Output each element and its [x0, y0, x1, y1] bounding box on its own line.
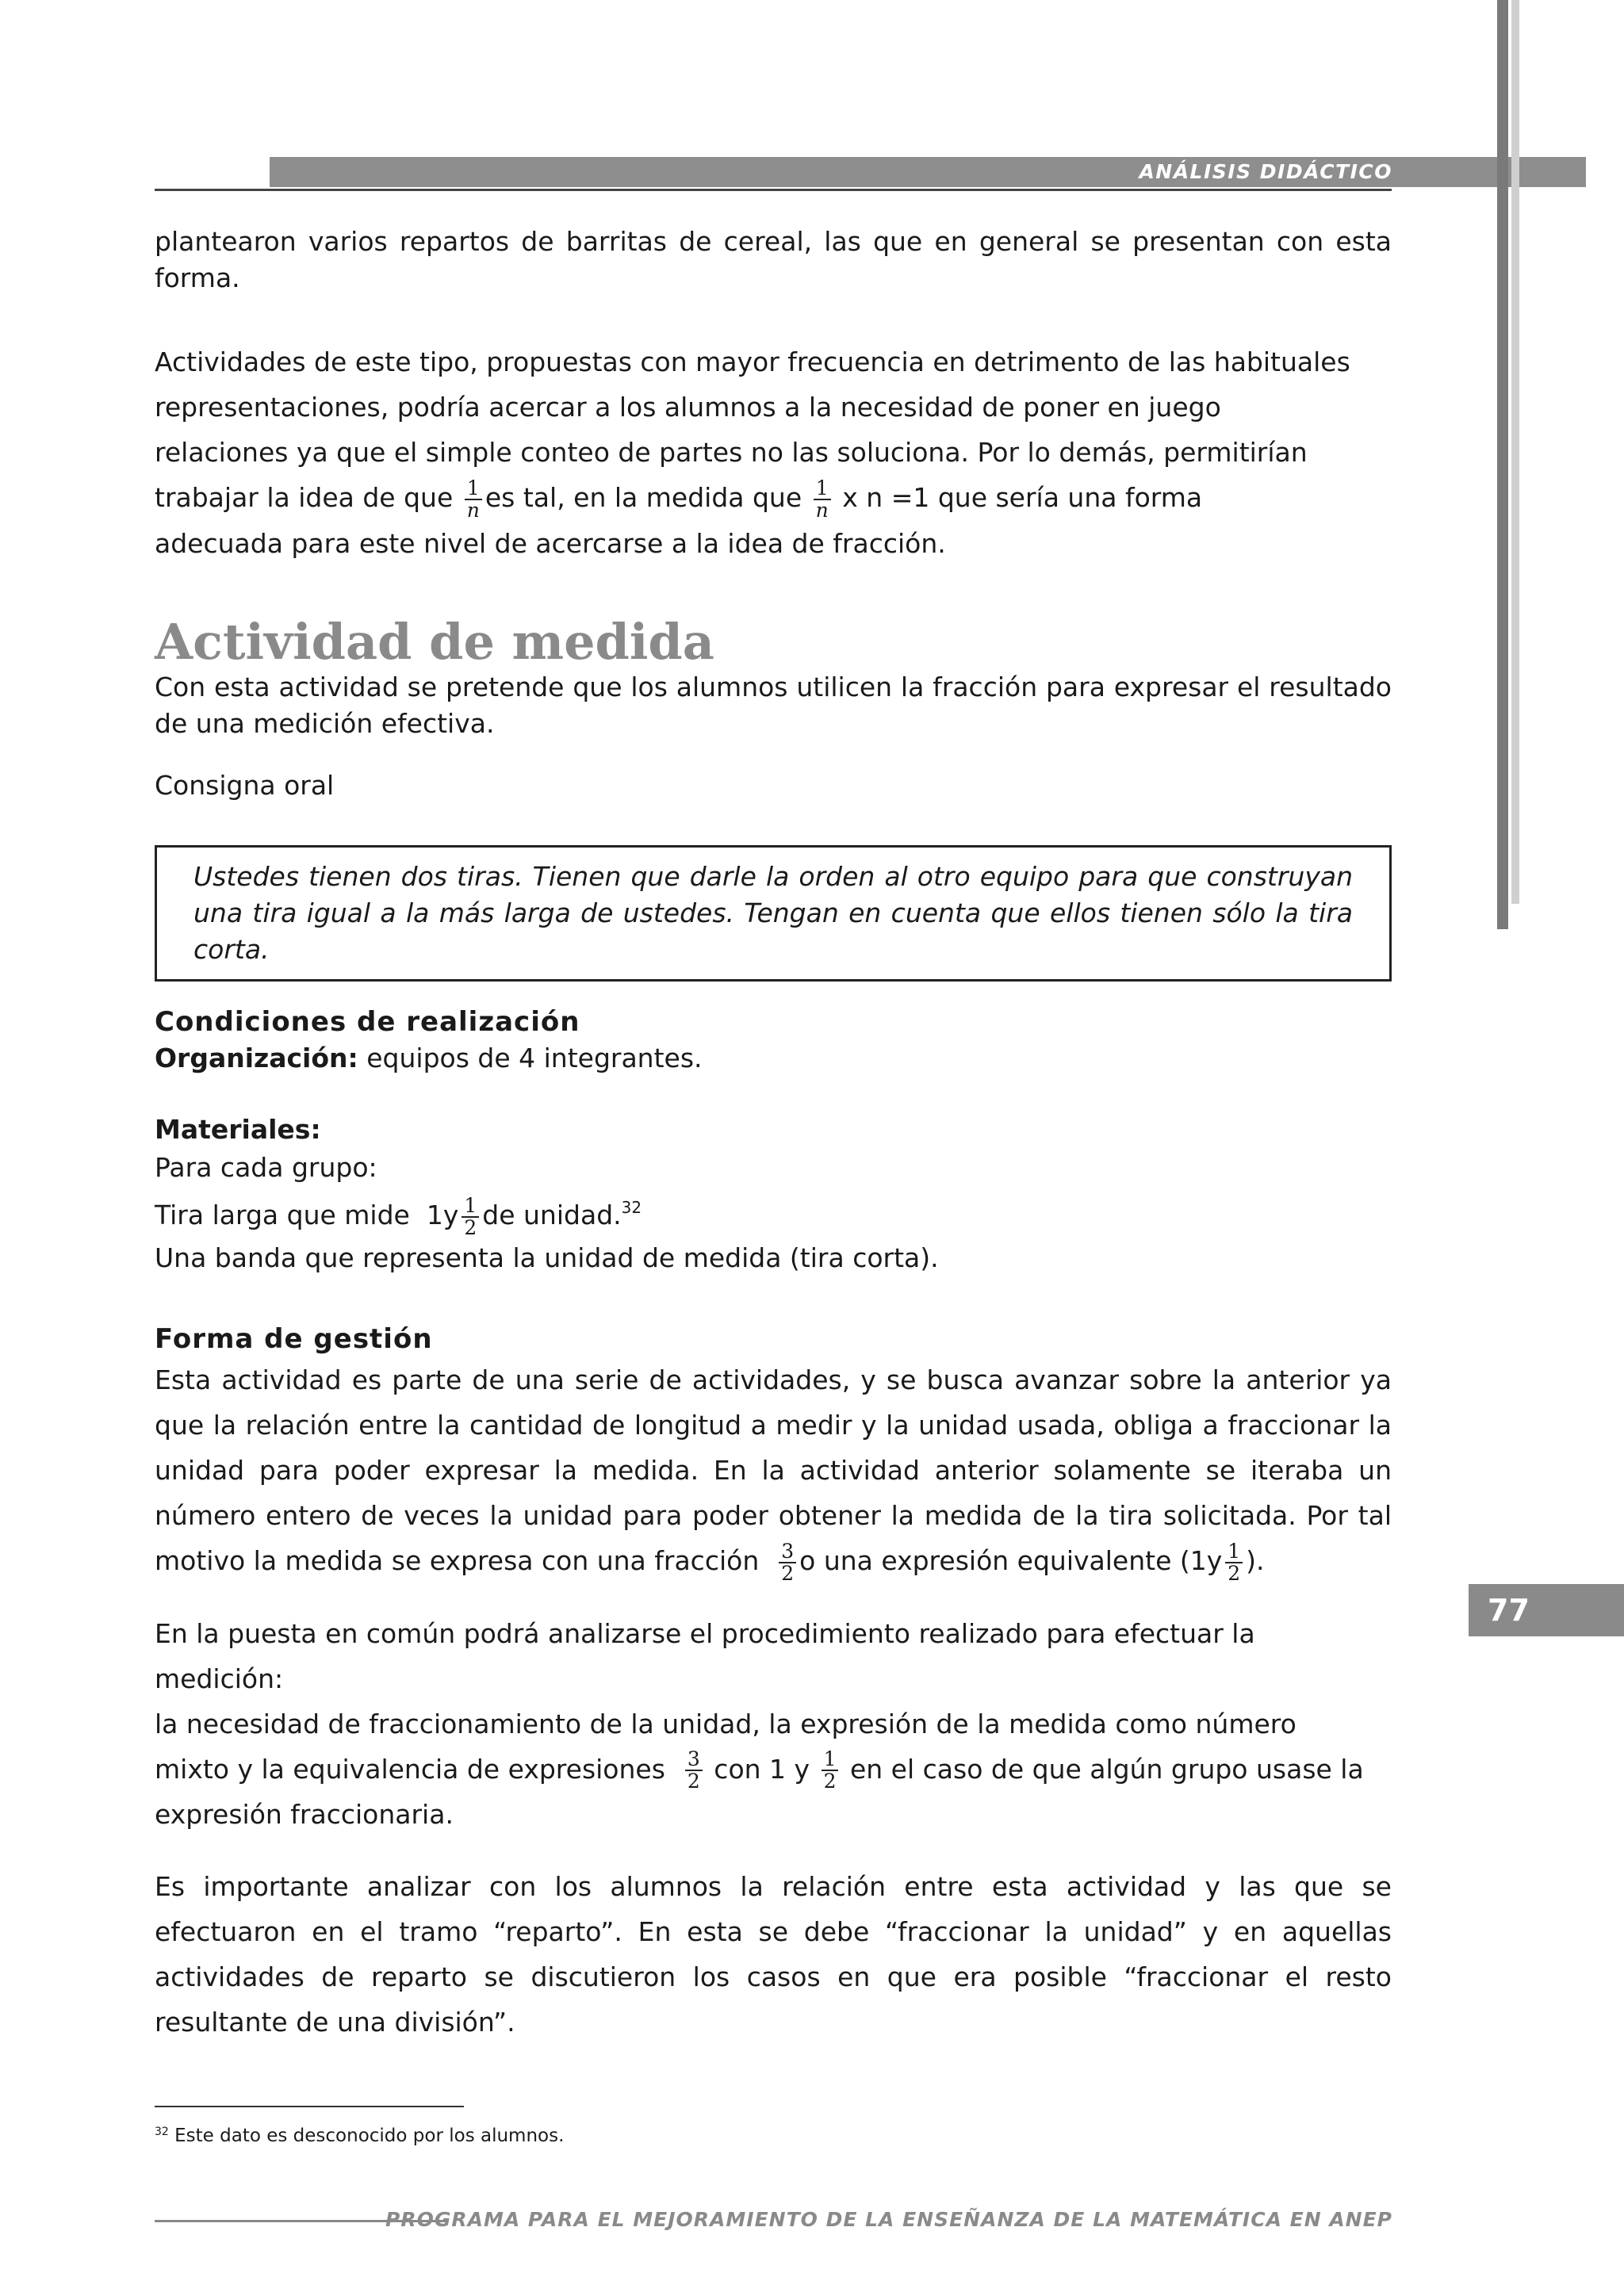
- consigna-label: Consigna oral: [155, 770, 335, 801]
- section-title: Actividad de medida: [155, 613, 714, 671]
- p2-line-4c: x n =1 que sería una forma: [842, 482, 1203, 513]
- running-footer: PROGRAMA PARA EL MEJORAMIENTO DE LA ENSEÑANZA DE LA MATEMÁTICA EN ANEP: [385, 2208, 1392, 2231]
- fraction-1-over-n: $\frac{1}{n}$: [465, 478, 482, 521]
- page-number: 77: [1469, 1584, 1624, 1636]
- running-header: ANÁLISIS DIDÁCTICO: [1139, 160, 1392, 183]
- organizacion-label: Organización:: [155, 1043, 358, 1073]
- materiales-line-2: Tira larga que mide 1y $\frac{1}{2}$ de unidad.$^{32}$: [155, 1193, 642, 1239]
- footnote-text: Este dato es desconocido por los alumnos.: [174, 2126, 565, 2146]
- intro-block: [155, 224, 1392, 297]
- p2-line-4a: trabajar la idea de que: [155, 482, 454, 513]
- p2-line-5: adecuada para este nivel de acercarse a la idea de fracción.: [155, 527, 946, 559]
- materiales-block: [155, 1112, 1392, 1276]
- paragraph-2: [155, 339, 1392, 566]
- p2-line-2: representaciones, podría acercar a los alumnos a la necesidad de poner en juego: [155, 392, 1221, 423]
- section-intro: Con esta actividad se pretende que los alumnos utilicen la fracción para expresar el resultado de una medición efectiva.: [155, 672, 1392, 739]
- gestion-block: [155, 1321, 1392, 2045]
- footnote-ref: 32: [621, 1198, 642, 1217]
- fraction-1-over-n-2: $\frac{1}{n}$: [814, 478, 831, 521]
- consigna-box-wrap: [155, 845, 1392, 982]
- condiciones-block: [155, 1004, 1392, 1077]
- header-rule: [155, 189, 1392, 191]
- organizacion-text: equipos de 4 integrantes.: [366, 1043, 703, 1073]
- materiales-line-1: Para cada grupo:: [155, 1152, 377, 1183]
- p2-line-1: Actividades de este tipo, propuestas con mayor frecuencia en detrimento de las habituales: [155, 346, 1350, 377]
- materiales-line-3: Una banda que representa la unidad de medida (tira corta).: [155, 1242, 939, 1273]
- paragraph-1: plantearon varios repartos de barritas de cereal, las que en general se presentan con esta forma.: [155, 226, 1392, 293]
- gestion-heading: Forma de gestión: [155, 1323, 433, 1355]
- gestion-paragraph-2: En la puesta en común podrá analizarse el procedimiento realizado para efectuar la medición: la necesidad de fraccionamiento de la unidad, la expresión de la medida como número mixto y la equivalencia de expresiones $\frac{3}{2}$ con 1 y $\frac{1}{2}$ en el caso de que algún grupo usase la expresión fraccionaria.: [155, 1617, 1364, 1830]
- fraction-1-over-2-b: $\frac{1}{2}$: [1225, 1541, 1243, 1584]
- p2-line-3: relaciones ya que el simple conteo de partes no las soluciona. Por lo demás, permitirían: [155, 437, 1308, 468]
- materiales-heading: Materiales:: [155, 1114, 321, 1145]
- footnote: [155, 2120, 564, 2148]
- margin-bar-light: [1511, 0, 1519, 904]
- p2-line-4b: es tal, en la medida que: [485, 482, 802, 513]
- footnote-number: 32: [155, 2126, 169, 2138]
- fraction-3-over-2-b: $\frac{3}{2}$: [685, 1749, 703, 1792]
- gestion-paragraph-1: Esta actividad es parte de una serie de actividades, y se busca avanzar sobre la anterior ya que la relación entre la cantidad de longitud a medir y la unidad usada, obliga a fraccionar la unidad para poder expresar la medida. En la actividad anterior solamente se iteraba un número entero de veces la unidad para poder obtener la medida de la tira solicitada. Por tal motivo la medida se expresa con una fracción $\frac{3}{2}$ o una expresión equivalente (1y $\frac{1}{2}$ ).: [155, 1364, 1392, 1585]
- gestion-paragraph-3: Es importante analizar con los alumnos la relación entre esta actividad y las que se efectuaron en el tramo “reparto”. En esta se debe “fraccionar la unidad” y en aquellas actividades de reparto se discutieron los casos en que era posible “fraccionar el resto resultante de una división”.: [155, 1871, 1392, 2038]
- condiciones-heading: Condiciones de realización: [155, 1006, 580, 1038]
- section-block: [155, 610, 1392, 808]
- consigna-box: Ustedes tienen dos tiras. Tienen que darle la orden al otro equipo para que construyan una tira igual a la más larga de ustedes. Tengan en cuenta que ellos tienen sólo la tira corta.: [155, 845, 1392, 982]
- margin-bar-dark: [1497, 0, 1508, 929]
- fraction-1-over-2-c: $\frac{1}{2}$: [822, 1749, 839, 1792]
- fraction-3-over-2: $\frac{3}{2}$: [779, 1541, 796, 1584]
- fraction-1-over-2: $\frac{1}{2}$: [462, 1196, 479, 1238]
- footnote-rule: [155, 2106, 464, 2107]
